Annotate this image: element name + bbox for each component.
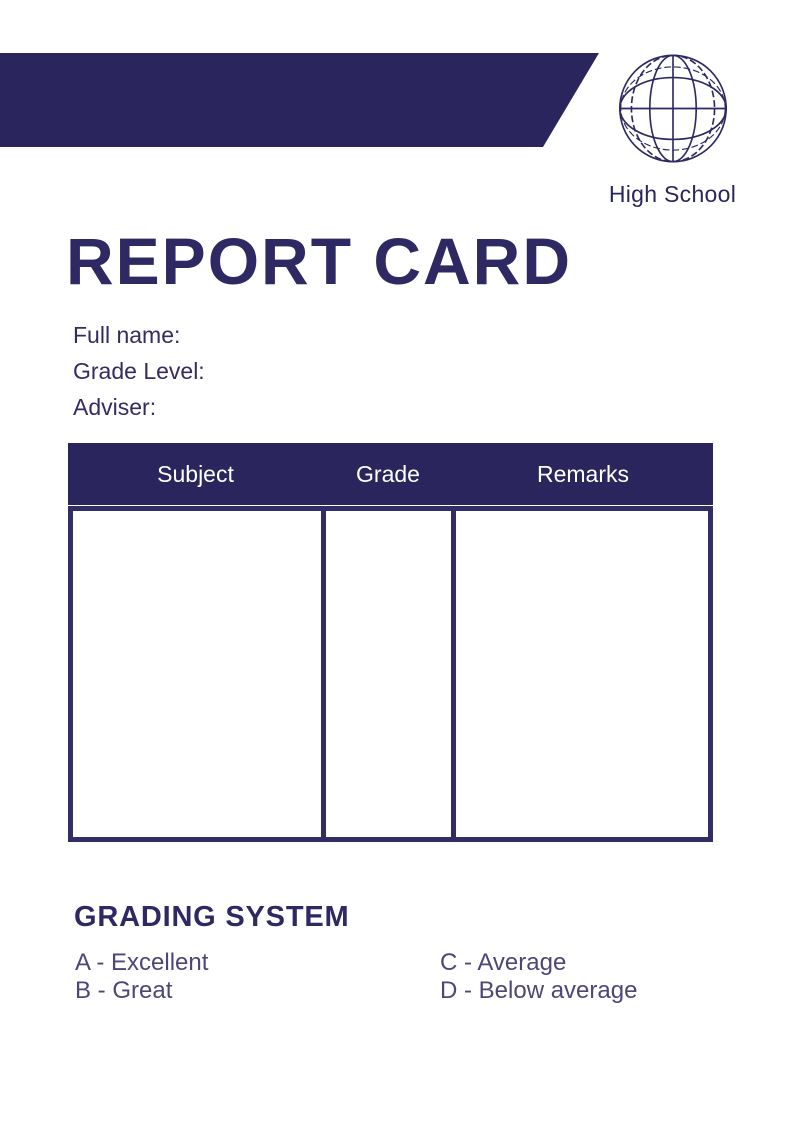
grading-item-c: C - Average [440,949,567,976]
table-column-divider [321,506,326,842]
grading-column-left [75,949,208,1005]
grades-table-body [68,506,713,842]
globe-icon [585,50,760,167]
column-header-grade: Grade [356,460,420,487]
school-logo [585,50,760,208]
column-header-subject: Subject [157,460,234,487]
grading-item-d: D - Below average [440,977,638,1004]
full-name-label: Full name: [73,322,181,348]
grades-table-header [68,443,713,505]
grading-system-heading: GRADING SYSTEM [74,901,350,933]
student-fields [73,317,205,425]
adviser-label: Adviser: [73,394,157,420]
table-column-divider [451,506,456,842]
page-title: REPORT CARD [66,224,573,298]
grade-level-label: Grade Level: [73,358,205,384]
grading-item-a: A - Excellent [75,949,209,976]
column-header-remarks: Remarks [536,460,629,487]
top-banner [0,53,599,147]
grading-column-right [440,949,637,1005]
school-name: High School [608,181,737,207]
grading-item-b: B - Great [75,977,173,1004]
